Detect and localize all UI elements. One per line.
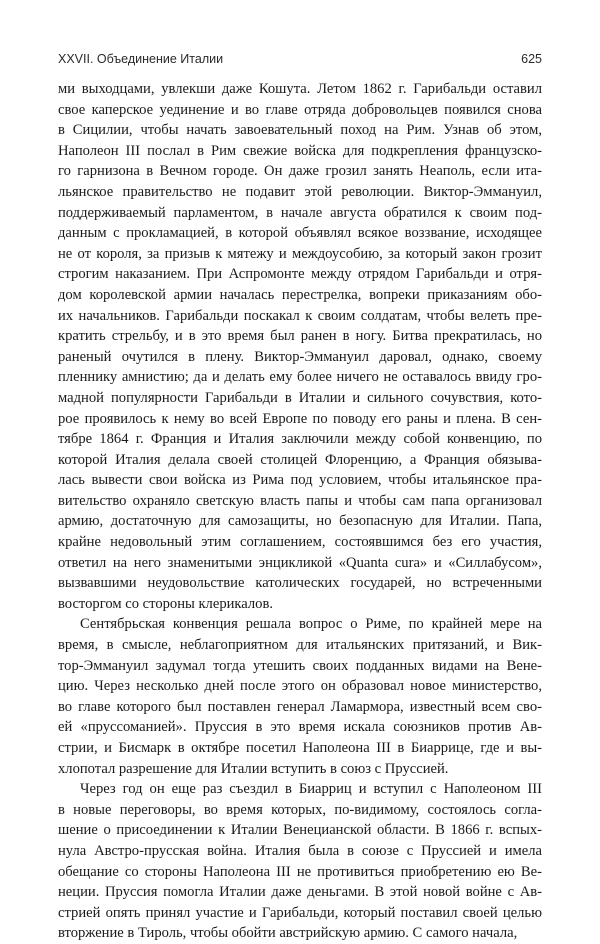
text-line: Наполеон III послал в Рим свежие войска для подкрепления французско- (58, 142, 542, 159)
text-line: нула Австро-прусская война. Италия была в союзе с Пруссией и имела (58, 842, 542, 859)
text-line: хлопотал разрешение для Италии вступить в союз с Пруссией. (58, 760, 449, 777)
chapter-title: XXVII. Объединение Италии (58, 52, 224, 66)
text-line: вительство охраняло светскую власть папы и чтобы сам папа организовал (58, 492, 542, 509)
paragraph (58, 79, 542, 614)
text-line: шение о присоединении к Италии Венецианской области. В 1866 г. вспых- (58, 822, 542, 839)
text-line: Сентябрьская конвенция решала вопрос о Риме, по крайней мере на (80, 616, 542, 633)
text-line: неции. Пруссия помогла Италии даже деньгами. В этой новой войне с Ав- (58, 884, 542, 901)
text-line: ми выходцами, увлекши даже Кошута. Летом 1862 г. Гарибальди оставил (58, 81, 542, 97)
text-line: стрией опять принял участие и Гарибальди, который поставил своей целью (58, 904, 542, 921)
text-line: строгим наказанием. При Аспромонте между отрядом Гарибальди и отря- (58, 266, 542, 283)
body-text (58, 79, 542, 944)
page-number: 625 (521, 52, 542, 66)
text-line: вторжение в Тироль, чтобы обойти австрийскую армию. С самого начала, (58, 925, 518, 942)
running-head (58, 52, 542, 72)
text-line: данным с прокламацией, в которой объявлял всякое воззвание, исходящее (58, 225, 542, 242)
text-line: обещание со стороны Наполеона III не противиться приобретению ею Ве- (58, 863, 542, 880)
text-line: Через год он еще раз съездил в Биарриц и вступил с Наполеоном III (80, 781, 542, 798)
text-line: стрии, и Бисмарк в октябре посетил Наполеона III в Биаррице, где и вы- (58, 740, 542, 756)
text-line: армию, достаточную для самозащиты, но безопасную для Италии. Папа, (58, 513, 542, 530)
text-line: мадной популярности Гарибальди в Италии и сильного сочувствия, кото- (58, 389, 542, 406)
text-line: их начальников. Гарибальди поскакал к своим солдатам, чтобы велеть пре- (58, 307, 542, 324)
text-line: цию. Через несколько дней после этого он образовал новое министерство, (58, 678, 542, 695)
text-line: крайне недовольный этим соглашением, состоявшимся без его участия, (58, 534, 542, 551)
text-line: лась вывести свои войска из Рима под условием, чтобы итальянское пра- (58, 472, 542, 489)
paragraph (58, 614, 542, 779)
text-line: ей «пруссоманией». Пруссия в это время искала союзников против Ав- (58, 719, 542, 736)
text-line: поддерживаемый парламентом, в начале августа обратился к своим под- (58, 204, 542, 221)
text-line: восторгом со стороны клерикалов. (58, 595, 274, 612)
text-line: льянское правительство не подавит этой революции. Виктор-Эммануил, (58, 183, 542, 200)
text-line: пленнику амнистию; да и делать ему более ничего не оставалось ввиду гро- (58, 369, 542, 386)
book-page (58, 0, 542, 942)
text-line: тор-Эммануил задумал тогда утешить своих подданных видами на Вене- (58, 657, 542, 674)
text-line: в Сицилии, чтобы начать завоевательный поход на Рим. Узнав об этом, (58, 122, 542, 139)
text-line: вызвавшими неудовольствие католических государей, но встреченными (58, 575, 542, 592)
text-line: рое проявилось к нему во всей Европе по поводу его раны и плена. В сен- (58, 410, 542, 427)
text-line: которой Италия делала своей столицей Флоренцию, а Франция обязыва- (58, 451, 542, 468)
text-line: не от короля, за призыв к мятежу и междоусобию, за который закон грозит (58, 245, 542, 262)
text-line: свое каперское уединение и во главе отряда добровольцев появился снова (58, 101, 542, 118)
text-line: ответил на него знаменитыми энцикликой «Quanta cura» и «Силлабусом», (58, 554, 542, 571)
paragraph (58, 779, 542, 944)
text-line: дом королевской армии началась перестрелка, вопреки приказаниям обо- (58, 286, 542, 303)
text-line: в новые переговоры, во время которых, по-видимому, состоялось согла- (58, 801, 542, 818)
text-line: го гарнизона в Вечном городе. Он даже грозил занять Неаполь, если ита- (58, 163, 542, 180)
text-line: раненый очутился в плену. Виктор-Эммануил даровал, однако, своему (58, 348, 542, 365)
text-line: тябре 1864 г. Франция и Италия заключили между собой конвенцию, по (58, 431, 542, 448)
text-line: кратить стрельбу, и в это время был ранен в ногу. Битва прекратилась, но (58, 328, 542, 345)
text-line: время, в смысле, неблагоприятном для итальянских притязаний, и Вик- (58, 637, 542, 654)
text-line: во главе которого был поставлен генерал Ламармора, известный всем сво- (58, 698, 542, 715)
